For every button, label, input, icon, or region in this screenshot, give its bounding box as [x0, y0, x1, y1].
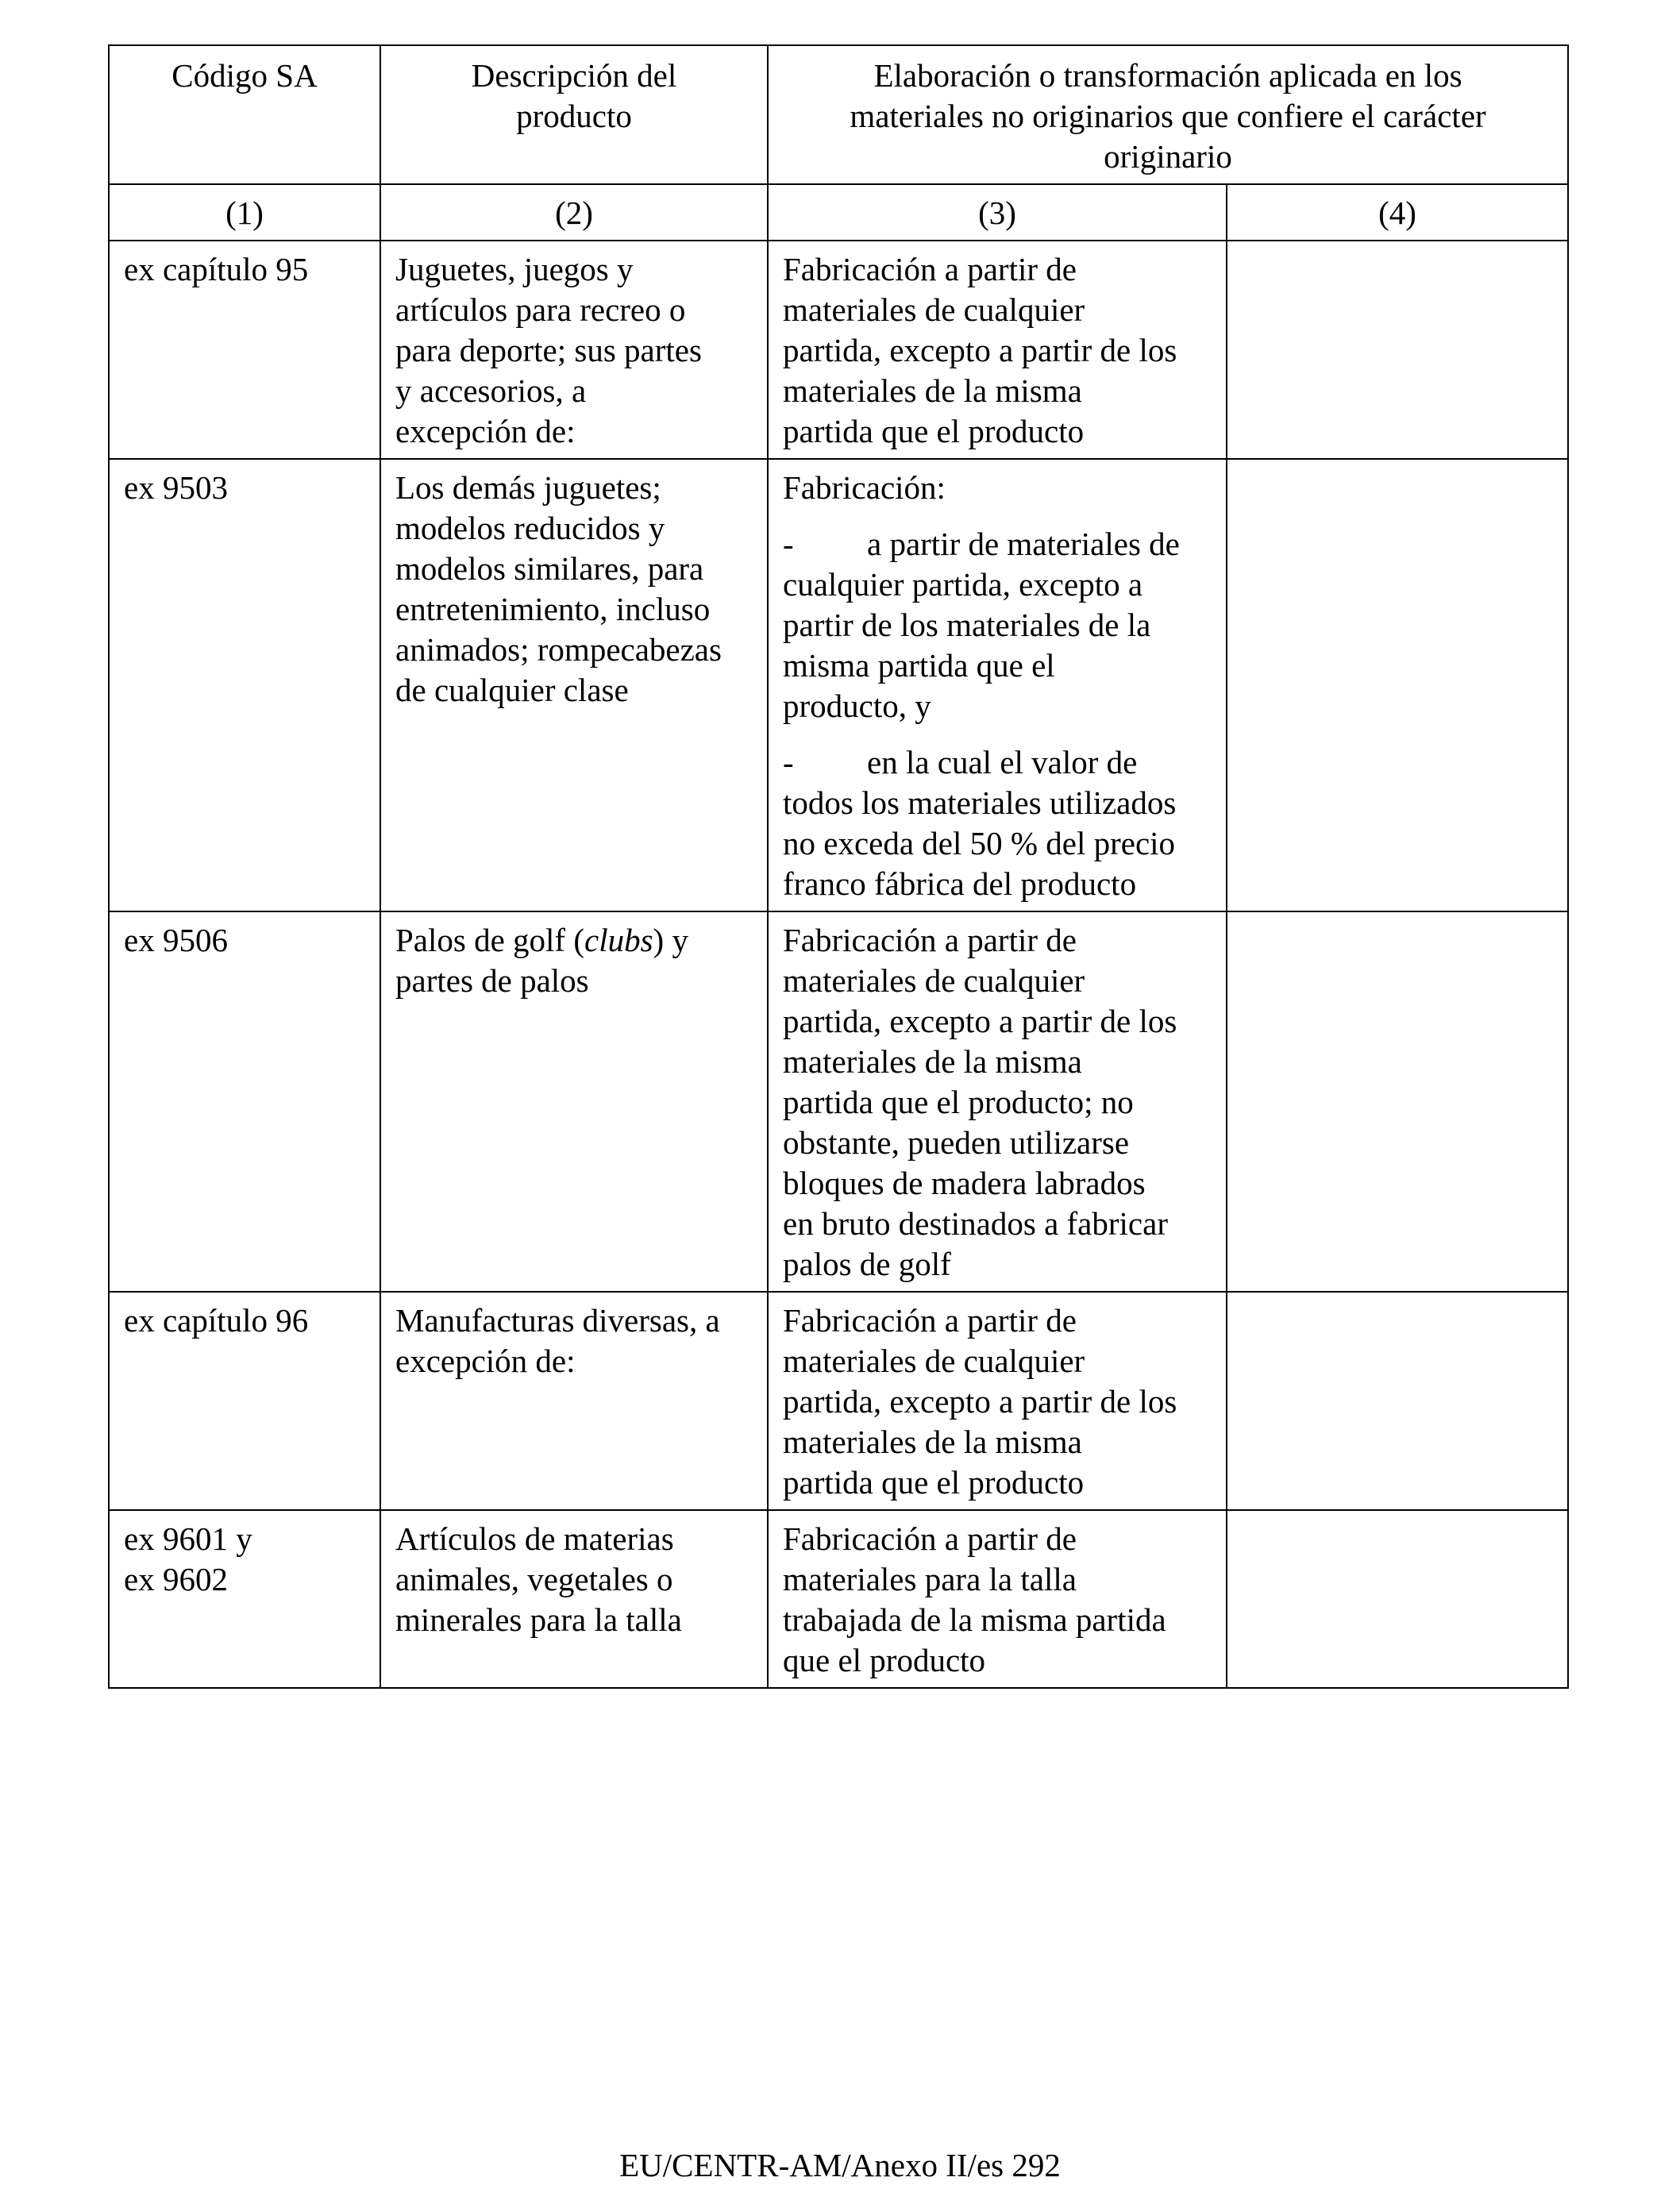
- table-row: [109, 911, 1568, 1292]
- description-line: animales, vegetales o: [395, 1561, 673, 1597]
- rule-line: materiales de la misma: [783, 372, 1082, 409]
- rule-line: que el producto: [783, 1642, 986, 1678]
- rule-line: materiales de la misma: [783, 1424, 1082, 1460]
- table-row: [109, 1510, 1568, 1688]
- table-row: [109, 241, 1568, 459]
- description-line: Artículos de materias: [395, 1520, 674, 1557]
- rule-line: materiales de la misma: [783, 1043, 1082, 1080]
- rule-line: todos los materiales utilizados: [783, 784, 1177, 821]
- rule-line: palos de golf: [783, 1246, 951, 1282]
- header-line: Descripción del: [471, 57, 677, 94]
- hs-code-cell: [109, 1292, 380, 1510]
- description-text: Palos de golf (: [395, 922, 584, 958]
- table-row: [109, 459, 1568, 911]
- rule-line: partida que el producto: [783, 413, 1085, 449]
- rules-of-origin-table: [108, 44, 1569, 1689]
- hs-code-cell: [109, 459, 380, 911]
- description-line: partes de palos: [395, 962, 589, 999]
- rule-list-item: [783, 524, 1212, 726]
- rule-line: partida que el producto: [783, 1464, 1085, 1501]
- rule-line: franco fábrica del producto: [783, 865, 1137, 902]
- header-line: materiales no originarios que confiere el carácter: [850, 98, 1486, 134]
- dash-marker: -: [783, 526, 794, 562]
- rule-line: en la cual el valor de: [867, 744, 1138, 780]
- rule-line: materiales de cualquier: [783, 1343, 1085, 1379]
- description-line: excepción de:: [395, 1343, 576, 1379]
- rule-list-item: [783, 742, 1212, 904]
- rule-line: Fabricación a partir de: [783, 1520, 1077, 1557]
- rule-line: partida que el producto; no: [783, 1084, 1134, 1120]
- hs-code-cell: [109, 911, 380, 1292]
- column-number-row: [109, 184, 1568, 241]
- header-line: producto: [516, 98, 632, 134]
- rule-line: obstante, pueden utilizarse: [783, 1124, 1130, 1161]
- column-4-cell: [1227, 241, 1568, 459]
- header-working-processing: [768, 45, 1568, 184]
- hs-code: ex 9601 y: [124, 1520, 252, 1557]
- table-row: [109, 1292, 1568, 1510]
- rule-line: materiales para la talla: [783, 1561, 1077, 1597]
- rule-line: materiales de cualquier: [783, 962, 1085, 999]
- rule-line: Fabricación a partir de: [783, 1302, 1077, 1339]
- rule-line: partir de los materiales de la: [783, 607, 1151, 643]
- column-4-cell: [1227, 459, 1568, 911]
- description-line: entretenimiento, incluso: [395, 591, 711, 627]
- description-line: animados; rompecabezas: [395, 631, 722, 668]
- header-line: Código SA: [171, 57, 318, 94]
- header-product-description: [380, 45, 768, 184]
- rule-line: no exceda del 50 % del precio: [783, 825, 1176, 861]
- header-hs-code: [109, 45, 380, 184]
- column-number: (4): [1227, 184, 1568, 241]
- column-4-cell: [1227, 911, 1568, 1292]
- description-line: modelos reducidos y: [395, 510, 665, 546]
- description-line: modelos similares, para: [395, 550, 704, 587]
- rule-cell: [768, 459, 1227, 911]
- rule-line: en bruto destinados a fabricar: [783, 1205, 1168, 1242]
- description-line: y accesorios, a: [395, 372, 587, 409]
- hs-code-cell: [109, 241, 380, 459]
- rule-line: bloques de madera labrados: [783, 1165, 1146, 1201]
- description-text: ) y: [653, 922, 688, 958]
- rule-line: misma partida que el: [783, 647, 1055, 684]
- description-cell: [380, 241, 768, 459]
- hs-code: ex capítulo 96: [124, 1302, 309, 1339]
- column-number: (1): [109, 184, 380, 241]
- description-cell: [380, 459, 768, 911]
- rule-cell: [768, 1510, 1227, 1688]
- description-cell: [380, 1292, 768, 1510]
- column-number: (2): [380, 184, 768, 241]
- description-line: para deporte; sus partes: [395, 332, 702, 368]
- rule-line: trabajada de la misma partida: [783, 1601, 1166, 1638]
- rule-line: materiales de cualquier: [783, 291, 1085, 328]
- hs-code: ex 9602: [124, 1561, 228, 1597]
- description-line: Juguetes, juegos y: [395, 251, 634, 287]
- rule-line: partida, excepto a partir de los: [783, 332, 1177, 368]
- rule-line: partida, excepto a partir de los: [783, 1003, 1177, 1039]
- rule-line: cualquier partida, excepto a: [783, 566, 1143, 603]
- rule-line: partida, excepto a partir de los: [783, 1383, 1177, 1420]
- rule-intro: Fabricación:: [783, 469, 946, 506]
- rule-line: Fabricación a partir de: [783, 251, 1077, 287]
- hs-code: ex 9506: [124, 922, 228, 958]
- description-line: [395, 920, 753, 961]
- rule-line: Fabricación a partir de: [783, 922, 1077, 958]
- rule-cell: [768, 241, 1227, 459]
- page-footer: EU/CENTR-AM/Anexo II/es 292: [619, 2147, 1061, 2183]
- description-line: de cualquier clase: [395, 672, 629, 708]
- column-number: (3): [768, 184, 1227, 241]
- hs-code: ex 9503: [124, 469, 228, 506]
- header-line: Elaboración o transformación aplicada en los: [873, 57, 1462, 94]
- hs-code: ex capítulo 95: [124, 251, 309, 287]
- column-4-cell: [1227, 1510, 1568, 1688]
- dash-marker: -: [783, 744, 794, 780]
- description-italic-term: clubs: [584, 922, 653, 958]
- description-line: Los demás juguetes;: [395, 469, 661, 506]
- column-4-cell: [1227, 1292, 1568, 1510]
- rule-line: a partir de materiales de: [867, 526, 1180, 562]
- description-line: minerales para la talla: [395, 1601, 682, 1638]
- rule-cell: [768, 911, 1227, 1292]
- hs-code-cell: [109, 1510, 380, 1688]
- description-line: Manufacturas diversas, a: [395, 1302, 720, 1339]
- rule-cell: [768, 1292, 1227, 1510]
- description-line: artículos para recreo o: [395, 291, 686, 328]
- description-cell: [380, 1510, 768, 1688]
- header-line: originario: [1104, 138, 1232, 175]
- table-header-row: [109, 45, 1568, 184]
- description-line: excepción de:: [395, 413, 576, 449]
- description-cell: [380, 911, 768, 1292]
- rule-line: producto, y: [783, 688, 931, 724]
